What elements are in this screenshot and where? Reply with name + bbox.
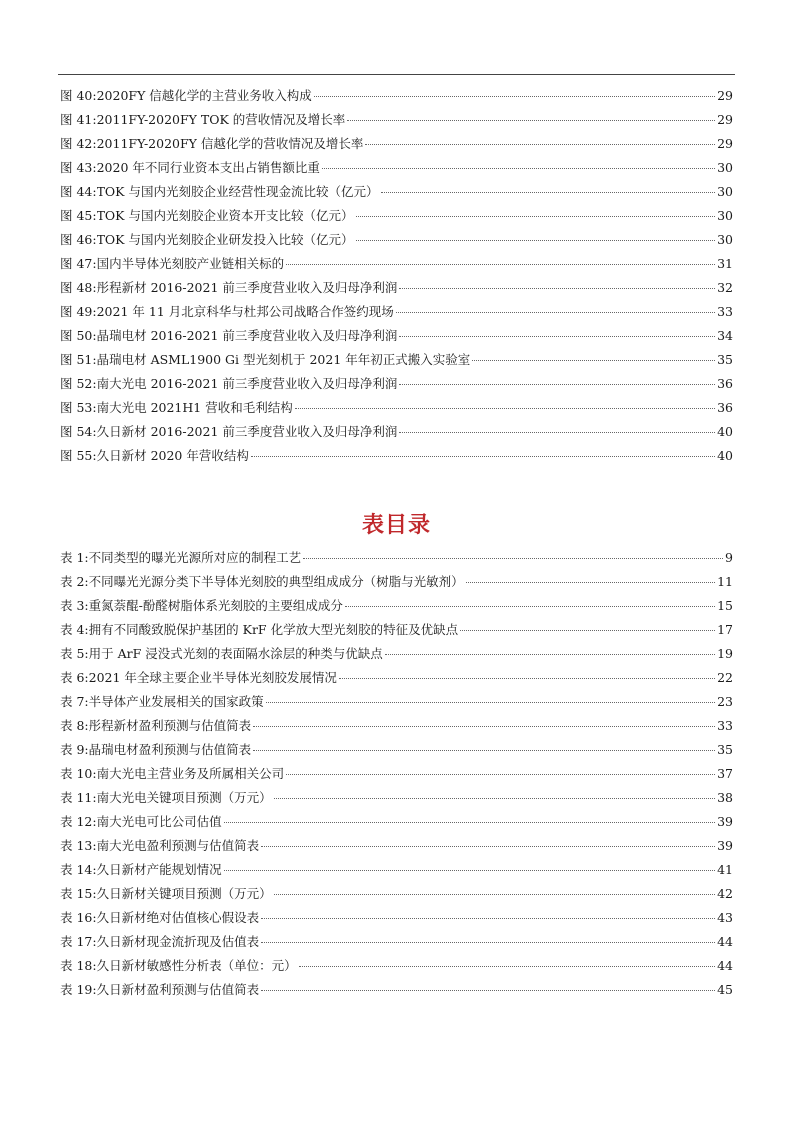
table-title: 晶瑞电材盈利预测与估值简表 bbox=[88, 742, 252, 757]
figure-title: 2011FY-2020FY 信越化学的营收情况及增长率 bbox=[96, 136, 364, 151]
figure-title: 2020 年不同行业资本支出占销售额比重 bbox=[96, 160, 320, 175]
table-page-number: 43 bbox=[717, 910, 733, 925]
table-page-number: 23 bbox=[717, 694, 733, 709]
table-entry[interactable] bbox=[60, 546, 733, 570]
figure-title: 国内半导体光刻胶产业链相关标的 bbox=[96, 256, 285, 271]
dot-leader bbox=[224, 821, 715, 823]
figure-label: 图 50: bbox=[60, 328, 97, 343]
figure-title: 2021 年 11 月北京科华与杜邦公司战略合作签约现场 bbox=[96, 304, 394, 319]
table-title: 彤程新材盈利预测与估值简表 bbox=[88, 718, 252, 733]
table-title: 久日新材盈利预测与估值简表 bbox=[96, 982, 260, 997]
table-title: 南大光电可比公司估值 bbox=[96, 814, 222, 829]
table-page-number: 22 bbox=[717, 670, 733, 685]
figure-page-number: 29 bbox=[717, 136, 733, 151]
figure-entry[interactable] bbox=[60, 396, 733, 420]
dot-leader bbox=[224, 869, 715, 871]
figure-label: 图 46: bbox=[60, 232, 97, 247]
table-entry[interactable] bbox=[60, 930, 733, 954]
table-page-number: 35 bbox=[717, 742, 733, 757]
table-page-number: 11 bbox=[717, 574, 733, 589]
figure-label: 图 43: bbox=[60, 160, 97, 175]
dot-leader bbox=[314, 95, 715, 97]
table-entry[interactable] bbox=[60, 642, 733, 666]
table-label: 表 4: bbox=[60, 622, 89, 637]
figure-page-number: 32 bbox=[717, 280, 733, 295]
header-rule bbox=[58, 74, 735, 75]
table-title: 久日新材绝对估值核心假设表 bbox=[96, 910, 260, 925]
dot-leader bbox=[356, 239, 716, 241]
table-label: 表 3: bbox=[60, 598, 89, 613]
dot-leader bbox=[274, 797, 715, 799]
figure-entry[interactable] bbox=[60, 132, 733, 156]
table-entry[interactable] bbox=[60, 714, 733, 738]
table-list bbox=[60, 546, 733, 1002]
dot-leader bbox=[460, 629, 715, 631]
figure-label: 图 41: bbox=[60, 112, 97, 127]
dot-leader bbox=[399, 383, 715, 385]
table-title: 南大光电关键项目预测（万元） bbox=[96, 790, 272, 805]
figure-entry[interactable] bbox=[60, 156, 733, 180]
table-page-number: 38 bbox=[717, 790, 733, 805]
figure-title: 晶瑞电材 ASML1900 Gi 型光刻机于 2021 年年初正式搬入实验室 bbox=[96, 352, 471, 367]
dot-leader bbox=[261, 941, 715, 943]
figure-page-number: 40 bbox=[717, 424, 733, 439]
figure-page-number: 30 bbox=[717, 160, 733, 175]
dot-leader bbox=[472, 359, 715, 361]
table-label: 表 8: bbox=[60, 718, 89, 733]
table-page-number: 42 bbox=[717, 886, 733, 901]
figure-label: 图 40: bbox=[60, 88, 97, 103]
figure-page-number: 34 bbox=[717, 328, 733, 343]
figure-page-number: 35 bbox=[717, 352, 733, 367]
figure-label: 图 42: bbox=[60, 136, 97, 151]
table-page-number: 39 bbox=[717, 838, 733, 853]
figure-label: 图 54: bbox=[60, 424, 97, 439]
table-title: 拥有不同酸致脱保护基团的 KrF 化学放大型光刻胶的特征及优缺点 bbox=[88, 622, 459, 637]
table-page-number: 44 bbox=[717, 958, 733, 973]
figure-title: 南大光电 2021H1 营收和毛利结构 bbox=[96, 400, 293, 415]
dot-leader bbox=[253, 749, 715, 751]
table-entry[interactable] bbox=[60, 810, 733, 834]
figure-entry[interactable] bbox=[60, 228, 733, 252]
dot-leader bbox=[295, 407, 715, 409]
table-page-number: 41 bbox=[717, 862, 733, 877]
table-label: 表 9: bbox=[60, 742, 89, 757]
figure-page-number: 29 bbox=[717, 112, 733, 127]
figure-entry[interactable] bbox=[60, 324, 733, 348]
dot-leader bbox=[399, 287, 715, 289]
figure-page-number: 36 bbox=[717, 400, 733, 415]
figure-page-number: 29 bbox=[717, 88, 733, 103]
table-label: 表 6: bbox=[60, 670, 89, 685]
figure-title: 久日新材 2020 年营收结构 bbox=[96, 448, 249, 463]
table-label: 表 2: bbox=[60, 574, 89, 589]
figure-entry[interactable] bbox=[60, 84, 733, 108]
dot-leader bbox=[385, 653, 715, 655]
table-entry[interactable] bbox=[60, 570, 733, 594]
figure-entry[interactable] bbox=[60, 372, 733, 396]
table-page-number: 17 bbox=[717, 622, 733, 637]
figure-page-number: 36 bbox=[717, 376, 733, 391]
figure-label: 图 47: bbox=[60, 256, 97, 271]
table-title: 不同曝光光源分类下半导体光刻胶的典型组成成分（树脂与光敏剂） bbox=[88, 574, 464, 589]
dot-leader bbox=[251, 455, 715, 457]
figure-label: 图 55: bbox=[60, 448, 97, 463]
dot-leader bbox=[347, 119, 715, 121]
table-entry[interactable] bbox=[60, 906, 733, 930]
table-label: 表 7: bbox=[60, 694, 89, 709]
dot-leader bbox=[345, 605, 715, 607]
table-entry[interactable] bbox=[60, 978, 733, 1002]
table-label: 表 17: bbox=[60, 934, 97, 949]
dot-leader bbox=[286, 263, 715, 265]
table-entry[interactable] bbox=[60, 834, 733, 858]
figure-label: 图 44: bbox=[60, 184, 97, 199]
dot-leader bbox=[396, 311, 715, 313]
figure-page-number: 31 bbox=[717, 256, 733, 271]
table-page-number: 9 bbox=[725, 550, 733, 565]
table-title: 2021 年全球主要企业半导体光刻胶发展情况 bbox=[88, 670, 337, 685]
figure-list bbox=[60, 84, 733, 468]
dot-leader bbox=[399, 431, 715, 433]
figure-label: 图 53: bbox=[60, 400, 97, 415]
figure-title: 彤程新材 2016-2021 前三季度营业收入及归母净利润 bbox=[96, 280, 398, 295]
table-page-number: 15 bbox=[717, 598, 733, 613]
figure-entry[interactable] bbox=[60, 204, 733, 228]
table-title: 久日新材敏感性分析表（单位：元） bbox=[96, 958, 297, 973]
table-entry[interactable] bbox=[60, 858, 733, 882]
dot-leader bbox=[322, 167, 715, 169]
dot-leader bbox=[274, 893, 715, 895]
table-label: 表 19: bbox=[60, 982, 97, 997]
dot-leader bbox=[266, 701, 715, 703]
table-page-number: 44 bbox=[717, 934, 733, 949]
table-label: 表 12: bbox=[60, 814, 97, 829]
figure-entry[interactable] bbox=[60, 180, 733, 204]
tables-heading: 表目录 bbox=[361, 513, 431, 538]
table-page-number: 19 bbox=[717, 646, 733, 661]
figure-entry[interactable] bbox=[60, 108, 733, 132]
figure-title: 2011FY-2020FY TOK 的营收情况及增长率 bbox=[96, 112, 346, 127]
dot-leader bbox=[399, 335, 715, 337]
table-label: 表 18: bbox=[60, 958, 97, 973]
figure-entry[interactable] bbox=[60, 276, 733, 300]
dot-leader bbox=[466, 581, 715, 583]
table-page-number: 33 bbox=[717, 718, 733, 733]
dot-leader bbox=[253, 725, 715, 727]
table-entry[interactable] bbox=[60, 882, 733, 906]
figure-entry[interactable] bbox=[60, 348, 733, 372]
dot-leader bbox=[356, 215, 716, 217]
figure-entry[interactable] bbox=[60, 252, 733, 276]
figure-title: TOK 与国内光刻胶企业经营性现金流比较（亿元） bbox=[96, 184, 379, 199]
figure-entry[interactable] bbox=[60, 444, 733, 468]
table-page-number: 39 bbox=[717, 814, 733, 829]
dot-leader bbox=[261, 989, 715, 991]
figure-title: 晶瑞电材 2016-2021 前三季度营业收入及归母净利润 bbox=[96, 328, 398, 343]
figure-title: TOK 与国内光刻胶企业研发投入比较（亿元） bbox=[96, 232, 354, 247]
figure-label: 图 51: bbox=[60, 352, 97, 367]
table-label: 表 16: bbox=[60, 910, 97, 925]
dot-leader bbox=[381, 191, 716, 193]
table-entry[interactable] bbox=[60, 690, 733, 714]
table-label: 表 10: bbox=[60, 766, 97, 781]
dot-leader bbox=[261, 917, 715, 919]
table-page-number: 37 bbox=[717, 766, 733, 781]
figure-label: 图 48: bbox=[60, 280, 97, 295]
figure-page-number: 40 bbox=[717, 448, 733, 463]
table-page-number: 45 bbox=[717, 982, 733, 997]
table-label: 表 14: bbox=[60, 862, 97, 877]
dot-leader bbox=[303, 557, 723, 559]
figure-title: 南大光电 2016-2021 前三季度营业收入及归母净利润 bbox=[96, 376, 398, 391]
figure-title: 久日新材 2016-2021 前三季度营业收入及归母净利润 bbox=[96, 424, 398, 439]
figure-entry[interactable] bbox=[60, 300, 733, 324]
dot-leader bbox=[299, 965, 715, 967]
table-title: 南大光电盈利预测与估值简表 bbox=[96, 838, 260, 853]
table-title: 重氮萘醌-酚醛树脂体系光刻胶的主要组成成分 bbox=[88, 598, 343, 613]
table-entry[interactable] bbox=[60, 762, 733, 786]
table-title: 半导体产业发展相关的国家政策 bbox=[88, 694, 264, 709]
table-label: 表 15: bbox=[60, 886, 97, 901]
figure-title: 2020FY 信越化学的主营业务收入构成 bbox=[96, 88, 312, 103]
figure-label: 图 49: bbox=[60, 304, 97, 319]
dot-leader bbox=[365, 143, 715, 145]
table-entry[interactable] bbox=[60, 786, 733, 810]
figure-page-number: 30 bbox=[717, 208, 733, 223]
table-title: 久日新材关键项目预测（万元） bbox=[96, 886, 272, 901]
table-entry[interactable] bbox=[60, 954, 733, 978]
table-label: 表 11: bbox=[60, 790, 97, 805]
table-label: 表 5: bbox=[60, 646, 89, 661]
figure-page-number: 33 bbox=[717, 304, 733, 319]
figure-page-number: 30 bbox=[717, 232, 733, 247]
table-label: 表 13: bbox=[60, 838, 97, 853]
table-entry[interactable] bbox=[60, 618, 733, 642]
table-entry[interactable] bbox=[60, 666, 733, 690]
figure-title: TOK 与国内光刻胶企业资本开支比较（亿元） bbox=[96, 208, 354, 223]
table-title: 久日新材现金流折现及估值表 bbox=[96, 934, 260, 949]
dot-leader bbox=[261, 845, 715, 847]
figure-entry[interactable] bbox=[60, 420, 733, 444]
table-entry[interactable] bbox=[60, 594, 733, 618]
table-title: 用于 ArF 浸没式光刻的表面隔水涂层的种类与优缺点 bbox=[88, 646, 383, 661]
table-title: 久日新材产能规划情况 bbox=[96, 862, 222, 877]
figure-label: 图 52: bbox=[60, 376, 97, 391]
table-title: 不同类型的曝光光源所对应的制程工艺 bbox=[88, 550, 302, 565]
table-title: 南大光电主营业务及所属相关公司 bbox=[96, 766, 285, 781]
figure-label: 图 45: bbox=[60, 208, 97, 223]
figure-page-number: 30 bbox=[717, 184, 733, 199]
dot-leader bbox=[286, 773, 715, 775]
table-entry[interactable] bbox=[60, 738, 733, 762]
table-label: 表 1: bbox=[60, 550, 89, 565]
dot-leader bbox=[339, 677, 715, 679]
